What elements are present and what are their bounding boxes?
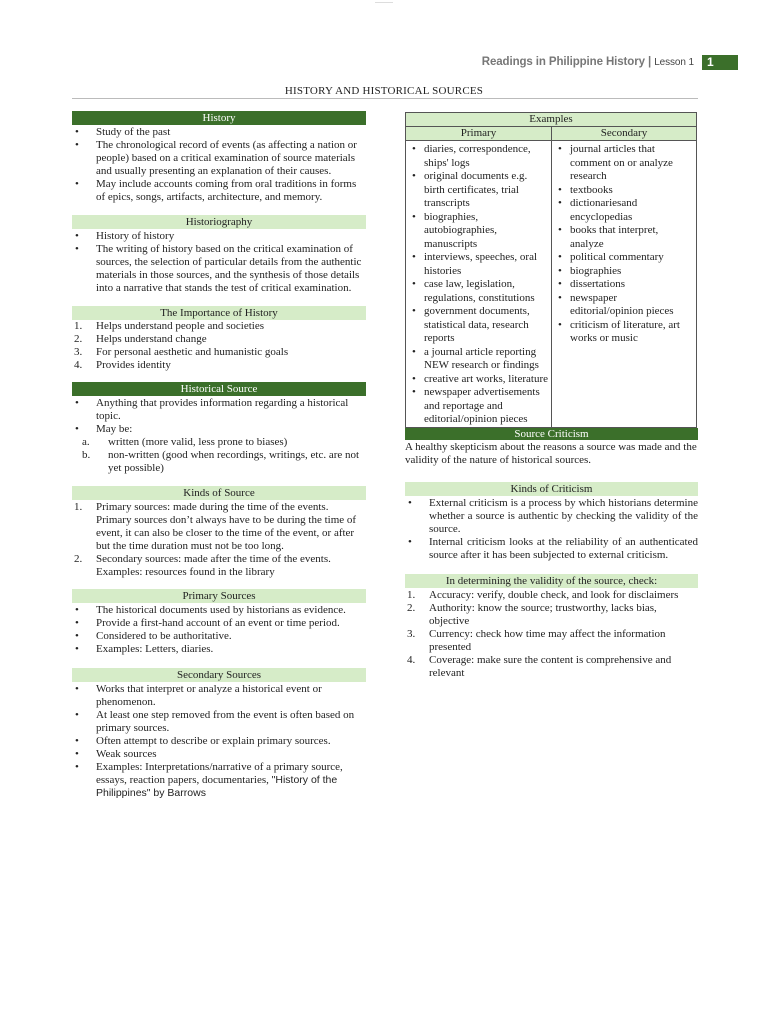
list-item: • original documents e.g. birth certificates, trial transcripts (406, 170, 548, 211)
list-item (405, 602, 698, 628)
page-number: 1 (702, 55, 738, 70)
list-item: • Considered to be authoritative. (72, 630, 366, 643)
source-criticism-section (405, 428, 698, 467)
left-column (72, 111, 366, 800)
secondary-sources-section (72, 668, 366, 800)
examples-heading: Examples (406, 113, 697, 127)
list-item: • diaries, correspondence, ships' logs (406, 143, 548, 170)
historiography-section (72, 215, 366, 295)
list-item: • Weak sources (72, 748, 366, 761)
history-section (72, 111, 366, 204)
validity-heading: In determining the validity of the source, check: (405, 574, 698, 588)
item-text: non-written (good when recordings, writings, etc. are not yet possible) (108, 449, 360, 474)
list-item: • dictionariesand encyclopedias (552, 197, 693, 224)
list-item: • Examples: Letters, diaries. (72, 643, 366, 656)
list-item: • The writing of history based on the critical examination of sources, the selection of particular details from the authentic materials in those sources, and the synthesis of those details into a narrative that stands the test of critical examination. (72, 243, 366, 295)
title-rule (72, 98, 698, 99)
history-heading: History (72, 111, 366, 125)
item-number: 2. (74, 553, 83, 565)
running-header (482, 56, 694, 68)
sub-item (72, 436, 366, 449)
list-item: • creative art works, literature (406, 373, 548, 387)
list-item (72, 359, 366, 372)
list-item: • political commentary (552, 251, 693, 265)
list-item: • At least one step removed from the event is often based on primary sources. (72, 709, 366, 735)
list-item (72, 320, 366, 333)
validity-section (405, 574, 698, 680)
item-text: Coverage: make sure the content is comprehensive and relevant (429, 653, 672, 679)
importance-heading: The Importance of History (72, 306, 366, 320)
list-item: • a journal article reporting NEW research or findings (406, 346, 548, 373)
item-text: Currency: check how time may affect the information presented (429, 627, 666, 653)
list-item: • The historical documents used by historians as evidence. (72, 604, 366, 617)
source-criticism-heading: Source Criticism (405, 428, 698, 440)
list-item: • Often attempt to describe or explain primary sources. (72, 735, 366, 748)
item-text: Secondary sources: made after the time of the events. Examples: resources found in the library (96, 553, 331, 578)
primary-sources-section (72, 589, 366, 656)
list-item: • journal articles that comment on or analyze research (552, 143, 693, 184)
kinds-of-source-section (72, 486, 366, 579)
sub-item (72, 449, 366, 475)
list-item: • Anything that provides information regarding a historical topic. (72, 397, 366, 423)
page-header (0, 56, 738, 72)
list-item: • newspaper editorial/opinion pieces (552, 292, 693, 319)
list-item: • May include accounts coming from oral traditions in forms of epics, songs, artifacts, architecture, and memory. (72, 178, 366, 204)
item-text: Examples: Interpretations/narrative of a primary source, essays, reaction papers, documentaries, (96, 761, 343, 786)
kinds-of-criticism-heading: Kinds of Criticism (405, 482, 698, 496)
list-item (72, 761, 366, 800)
list-item (72, 346, 366, 359)
item-number: 2. (407, 601, 416, 614)
list-item: • biographies, autobiographies, manuscripts (406, 211, 548, 252)
item-text: For personal aesthetic and humanistic goals (96, 346, 289, 358)
list-item (405, 589, 698, 602)
list-item: • case law, legislation, regulations, constitutions (406, 278, 548, 305)
list-item: • History of history (72, 230, 366, 243)
historical-source-heading: Historical Source (72, 382, 366, 396)
list-item (405, 628, 698, 654)
item-text: Helps understand change (96, 333, 207, 345)
secondary-examples-cell (552, 141, 697, 428)
list-item (72, 501, 366, 553)
item-letter: a. (82, 436, 90, 448)
list-item: • textbooks (552, 184, 693, 198)
item-text: Authority: know the source; trustworthy, lacks bias, objective (429, 601, 657, 627)
source-criticism-text: A healthy skepticism about the reasons a source was made and the validity of the nature of historical sources. (405, 440, 697, 466)
lesson-label: Lesson 1 (654, 57, 694, 68)
item-number: 3. (74, 346, 83, 358)
importance-section (72, 306, 366, 372)
book-title: "History of the Philippines" by Barrows (96, 774, 338, 799)
kinds-of-criticism-section (405, 482, 698, 562)
list-item (72, 333, 366, 346)
list-item: • May be: (72, 423, 366, 436)
item-number: 1. (74, 320, 83, 332)
item-text: Accuracy: verify, double check, and look for disclaimers (429, 588, 679, 601)
right-column (405, 112, 698, 680)
item-number: 3. (407, 627, 416, 640)
examples-table (405, 112, 697, 428)
item-number: 1. (74, 501, 83, 513)
list-item: • biographies (552, 265, 693, 279)
list-item: • Provide a first-hand account of an event or time period. (72, 617, 366, 630)
list-item: • criticism of literature, art works or music (552, 319, 693, 346)
item-letter: b. (82, 449, 91, 461)
list-item (405, 654, 698, 680)
secondary-sources-heading: Secondary Sources (72, 668, 366, 682)
list-item: • Study of the past (72, 126, 366, 139)
primary-column-header: Primary (406, 127, 552, 141)
historical-source-section (72, 382, 366, 475)
list-item: • Internal criticism looks at the reliability of an authenticated source after it has been subjected to external criticism. (405, 536, 698, 562)
item-number: 4. (407, 653, 416, 666)
list-item: • government documents, statistical data, research reports (406, 305, 548, 346)
item-number: 1. (407, 588, 416, 601)
header-separator: | (644, 56, 655, 68)
list-item: • books that interpret, analyze (552, 224, 693, 251)
kinds-of-source-heading: Kinds of Source (72, 486, 366, 500)
secondary-column-header: Secondary (552, 127, 697, 141)
page-title: HISTORY AND HISTORICAL SOURCES (284, 85, 484, 97)
list-item: • The chronological record of events (as affecting a nation or people) based on a critical examination of source materials and usually presenting an explanation of their causes. (72, 139, 366, 178)
list-item: • Works that interpret or analyze a historical event or phenomenon. (72, 683, 366, 709)
list-item: • interviews, speeches, oral histories (406, 251, 548, 278)
list-item: • newspaper advertisements and reportage and editorial/opinion pieces (406, 386, 548, 427)
top-mark (375, 0, 393, 3)
item-number: 4. (74, 359, 83, 371)
item-text: Primary sources: made during the time of the events. Primary sources don’t always have to be during the time of event, it can also be closer to the time of the event, or after but the time duration must not be too long. (96, 501, 357, 552)
list-item: • dissertations (552, 278, 693, 292)
primary-examples-cell (406, 141, 552, 428)
item-number: 2. (74, 333, 83, 345)
item-text: Provides identity (96, 359, 171, 371)
item-text: Helps understand people and societies (96, 320, 265, 332)
course-title: Readings in Philippine History (481, 56, 645, 68)
list-item: • External criticism is a process by which historians determine whether a source is authentic by checking the validity of the source. (405, 497, 698, 536)
list-item (72, 553, 366, 579)
primary-sources-heading: Primary Sources (72, 589, 366, 603)
historiography-heading: Historiography (72, 215, 366, 229)
item-text: written (more valid, less prone to biases) (108, 436, 288, 448)
